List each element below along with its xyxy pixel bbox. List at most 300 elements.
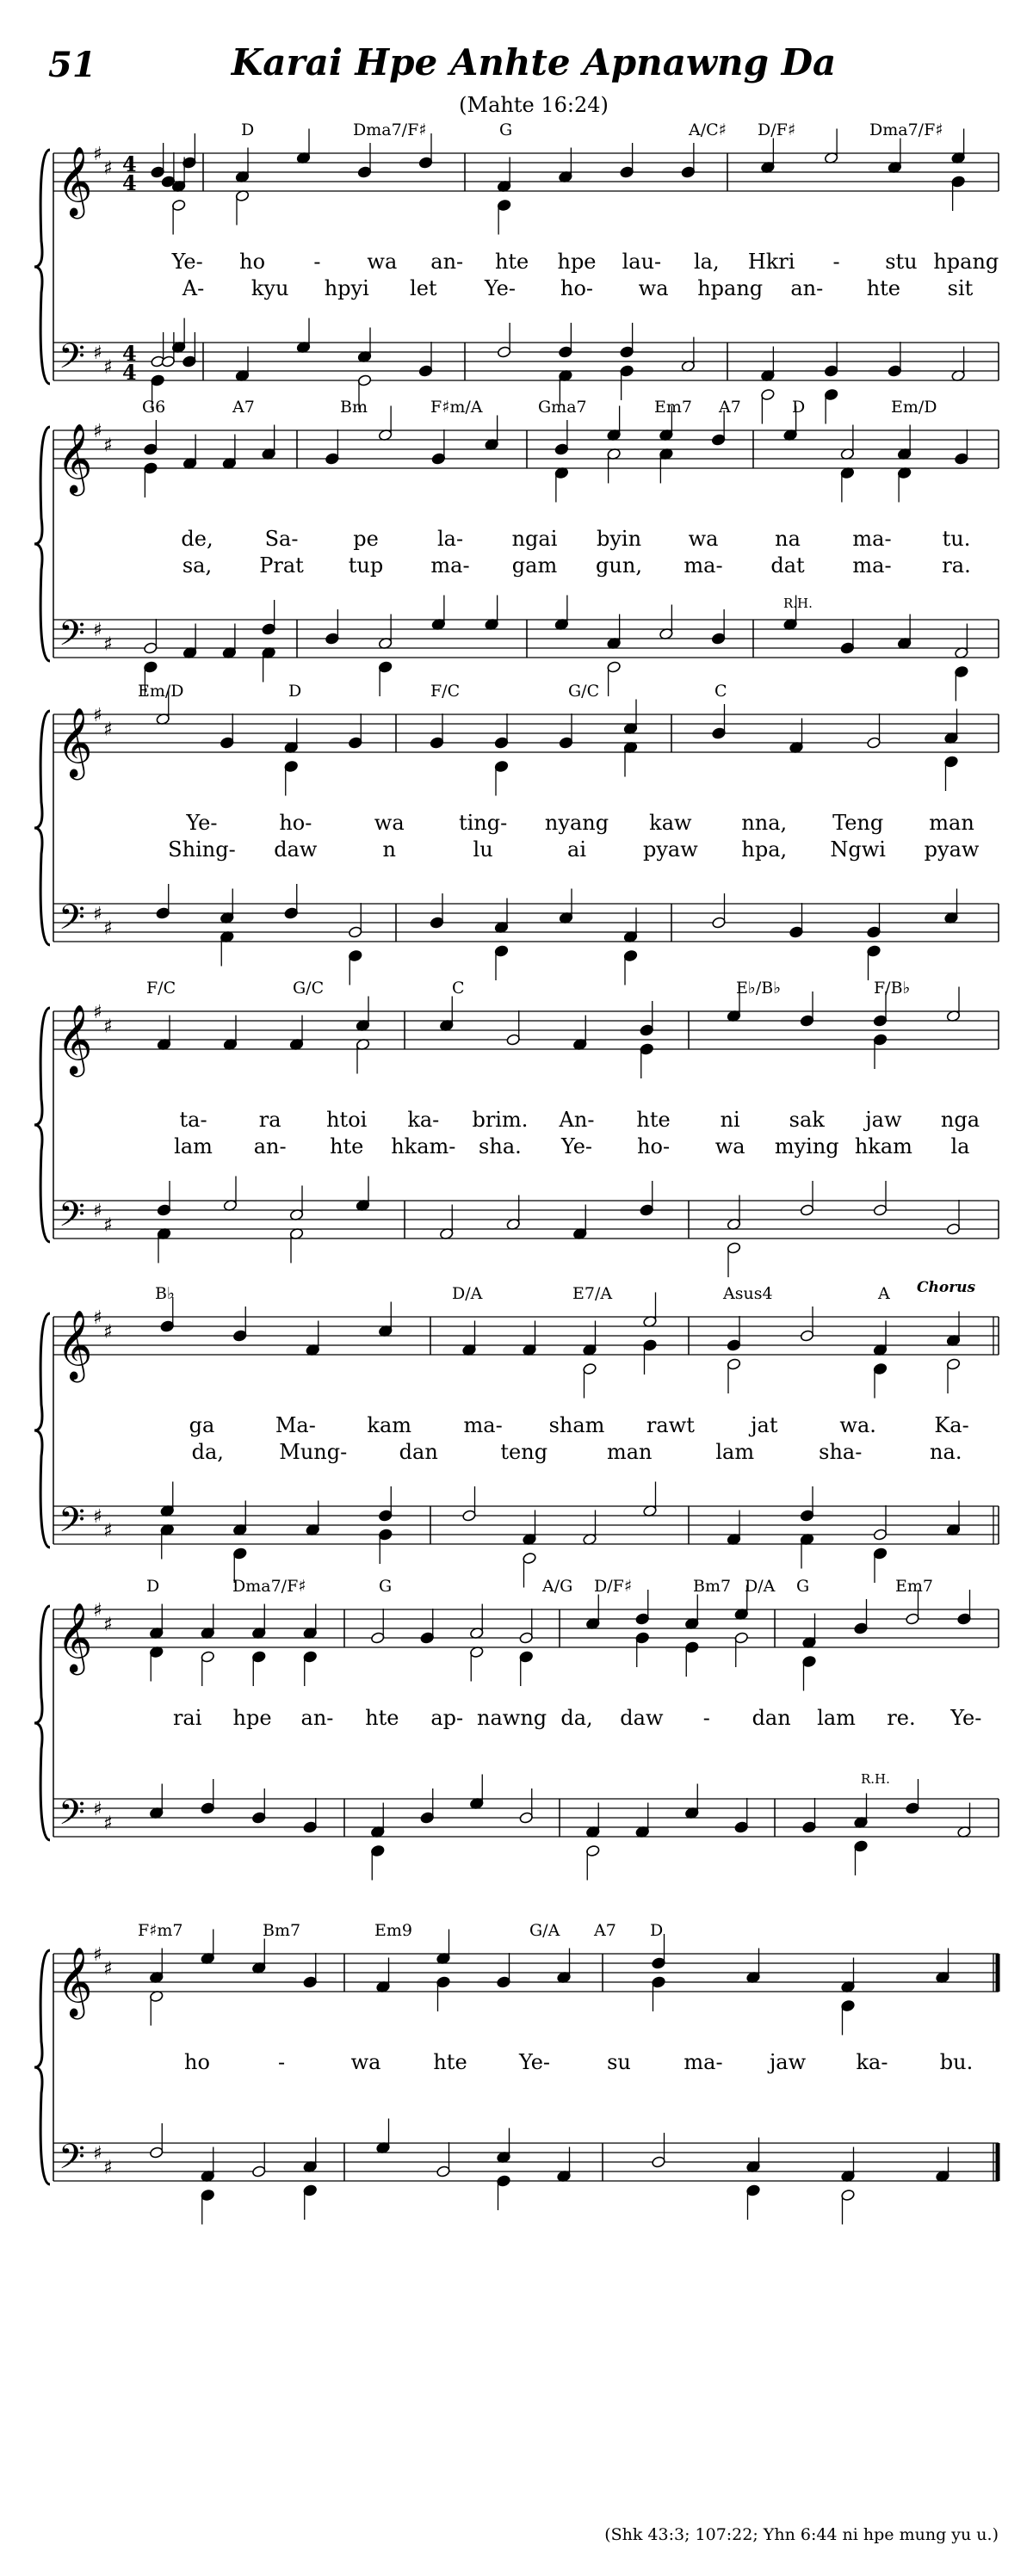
bass-clef: 𝄢	[59, 1793, 85, 1841]
chord-symbol: E7/A	[572, 1284, 613, 1303]
note-head	[494, 945, 509, 958]
treble-clef: 𝄞	[57, 423, 93, 493]
note-head	[867, 945, 881, 958]
note-head	[378, 661, 393, 674]
chord-symbol: C	[714, 682, 727, 701]
lyric-syllable: ta-	[179, 1108, 207, 1132]
chorus-label: Chorus	[917, 1279, 976, 1296]
note-head	[746, 2184, 761, 2197]
system-brace	[34, 1008, 50, 1242]
lyric-syllable: ap-	[430, 1706, 464, 1730]
note-head	[357, 374, 372, 387]
sharp-sign: ♯	[93, 343, 102, 364]
chord-symbol: G	[796, 1577, 810, 1596]
lyric-syllable: hkam-	[391, 1134, 456, 1158]
sharp-sign: ♯	[93, 904, 102, 925]
system-brace	[34, 150, 50, 384]
lyric-syllable: de,	[181, 527, 213, 551]
lyric-syllable: ra.	[942, 553, 971, 578]
bass-clef: 𝄢	[59, 2137, 85, 2185]
sharp-sign: ♯	[93, 1799, 102, 1820]
time-signature-numerator: 4	[122, 151, 137, 176]
lyric-syllable: A-	[182, 276, 205, 300]
system-brace	[34, 1313, 50, 1547]
note-head	[607, 661, 622, 674]
note-head	[523, 1552, 537, 1565]
lyric-syllable: tup	[348, 553, 384, 578]
lyric-syllable: ma-	[852, 527, 892, 551]
note-head	[652, 1976, 666, 1989]
note-head	[144, 462, 158, 475]
lyric-syllable: mying	[774, 1134, 839, 1158]
sharp-sign: ♯	[103, 1958, 113, 1980]
right-hand-marking: R.H.	[783, 596, 813, 611]
lyric-syllable: Hkri	[747, 250, 795, 274]
lyric-syllable: man	[606, 1440, 653, 1464]
note-head	[643, 1339, 658, 1352]
lyric-syllable: da,	[560, 1706, 593, 1730]
note-head	[420, 1632, 435, 1645]
lyric-syllable: hkam	[854, 1134, 912, 1158]
lyric-syllable: sit	[947, 276, 974, 300]
note-head	[494, 737, 509, 750]
chord-symbol: G	[499, 120, 513, 139]
lyric-syllable: ni	[720, 1108, 740, 1132]
lyric-syllable: hte	[433, 2050, 467, 2074]
chord-symbol: D/F♯	[594, 1577, 633, 1596]
lyric-syllable: kam	[367, 1413, 412, 1437]
lyric-syllable: jaw	[769, 2050, 807, 2074]
note-head	[157, 1204, 171, 1217]
sharp-sign: ♯	[103, 1813, 113, 1835]
lyric-syllable: la	[950, 1134, 970, 1158]
note-head	[789, 926, 804, 939]
chord-symbol: G/C	[568, 682, 600, 701]
lyric-syllable: la-	[436, 527, 464, 551]
lyric-syllable: na	[775, 527, 801, 551]
bass-clef: 𝄢	[59, 337, 85, 385]
note-head	[430, 737, 444, 750]
note-head	[635, 1613, 650, 1626]
lyric-syllable: Ma-	[275, 1413, 316, 1437]
note-head	[201, 1651, 215, 1664]
treble-clef: 𝄞	[57, 707, 93, 777]
note-head	[840, 642, 855, 655]
note-head	[955, 665, 969, 678]
note-head	[955, 453, 969, 466]
note-head	[151, 374, 165, 387]
lyric-syllable: ma-	[684, 2050, 723, 2074]
lyric-syllable: lu	[473, 837, 493, 862]
lyric-syllable: Teng	[832, 811, 884, 835]
note-head	[734, 1632, 749, 1645]
lyric-syllable: htoi	[326, 1108, 368, 1132]
note-head	[906, 1802, 920, 1815]
lyric-syllable: -	[277, 2050, 286, 2074]
lyric-syllable: nyang	[544, 811, 609, 835]
lyric-syllable: wa.	[839, 1413, 876, 1437]
note-head	[418, 365, 433, 378]
lyric-syllable: hte	[365, 1706, 399, 1730]
lyric-syllable: brim.	[472, 1108, 529, 1132]
note-head	[357, 166, 372, 179]
lyric-syllable: ka-	[856, 2050, 888, 2074]
sharp-sign: ♯	[103, 719, 113, 741]
note-head	[156, 907, 170, 920]
lyric-syllable: kyu	[251, 276, 289, 300]
lyric-syllable: wa	[374, 811, 405, 835]
treble-clef: 𝄞	[57, 1602, 93, 1672]
note-head	[251, 1651, 266, 1664]
note-head	[873, 1034, 888, 1047]
note-head	[824, 365, 838, 378]
note-head	[854, 1840, 869, 1853]
lyric-syllable: wa	[714, 1134, 745, 1158]
note-head	[946, 1358, 961, 1371]
sharp-sign: ♯	[103, 356, 113, 379]
lyric-syllable: jat	[751, 1413, 778, 1437]
note-head	[232, 1547, 247, 1560]
footer-reference: (Shk 43:3; 107:22; Yhn 6:44 ni hpe mung yu u.)	[604, 2525, 999, 2544]
chord-symbol: D	[650, 1921, 664, 1940]
note-head	[497, 346, 511, 359]
sharp-sign: ♯	[93, 1944, 102, 1966]
note-head	[734, 1821, 749, 1834]
note-head	[519, 1651, 534, 1664]
sharp-sign: ♯	[93, 144, 102, 165]
note-head	[854, 1622, 869, 1635]
lyric-syllable: an-	[790, 276, 824, 300]
lyric-syllable: hpe	[232, 1706, 272, 1730]
chord-symbol: Bm	[340, 398, 368, 417]
lyric-syllable: ma-	[852, 553, 892, 578]
sharp-sign: ♯	[103, 917, 113, 940]
scripture-reference: (Mahte 16:24)	[459, 93, 609, 117]
note-head	[867, 926, 881, 939]
lyric-syllable: ho	[239, 250, 266, 274]
note-head	[711, 633, 726, 646]
lyric-syllable: hte	[494, 250, 529, 274]
note-head	[497, 1976, 511, 1989]
note-head	[906, 1613, 920, 1626]
note-head	[519, 1812, 534, 1825]
note-head	[712, 727, 727, 740]
note-head	[220, 737, 234, 750]
chord-symbol: D/F♯	[758, 120, 796, 139]
lyric-syllable: sak	[789, 1108, 825, 1132]
lyric-syllable: hpang	[697, 276, 764, 300]
treble-clef: 𝄞	[57, 145, 93, 216]
note-head	[436, 1976, 451, 1989]
note-head	[430, 917, 444, 930]
system-brace	[34, 1606, 50, 1840]
note-head	[251, 2165, 266, 2178]
lyric-syllable: ho-	[279, 811, 312, 835]
lyric-syllable: ho-	[637, 1134, 671, 1158]
chord-symbol: Em7	[654, 398, 692, 417]
chord-symbol: Gma7	[538, 398, 587, 417]
chord-symbol: A7	[232, 398, 255, 417]
lyric-syllable: let	[410, 276, 437, 300]
lyric-syllable: an-	[430, 250, 464, 274]
note-head	[652, 2156, 666, 2169]
note-head	[873, 1362, 888, 1375]
note-head	[232, 1330, 247, 1343]
chord-symbol: E♭/B♭	[736, 979, 782, 998]
lyric-syllable: Prat	[259, 553, 304, 578]
note-head	[640, 1204, 654, 1217]
note-head	[640, 1043, 654, 1056]
lyric-syllable: byin	[596, 527, 642, 551]
note-head	[144, 661, 158, 674]
note-head	[802, 1655, 817, 1668]
note-head	[802, 1821, 817, 1834]
sharp-sign: ♯	[93, 1506, 102, 1528]
treble-clef: 𝄞	[57, 1309, 93, 1380]
lyric-syllable: gun,	[596, 553, 642, 578]
lyric-syllable: sha-	[819, 1440, 863, 1464]
sharp-sign: ♯	[93, 1201, 102, 1222]
lyric-syllable: Ye-	[560, 1134, 593, 1158]
time-signature-denominator: 4	[122, 360, 137, 385]
lyric-syllable: dan	[752, 1706, 791, 1730]
note-head	[559, 737, 573, 750]
chord-symbol: D	[146, 1577, 160, 1596]
lyric-syllable: daw	[274, 837, 318, 862]
note-head	[160, 1320, 175, 1333]
note-head	[684, 1641, 699, 1654]
lyric-syllable: teng	[500, 1440, 548, 1464]
lyric-syllable: hpa,	[741, 837, 788, 862]
note-head	[623, 949, 638, 962]
chord-symbol: Bm7	[693, 1577, 732, 1596]
chord-symbol: C	[452, 979, 465, 998]
lyric-syllable: rai	[172, 1706, 202, 1730]
note-head	[951, 176, 966, 188]
lyric-syllable: Ka-	[934, 1413, 969, 1437]
lyric-syllable: hpe	[557, 250, 597, 274]
lyric-syllable: dan	[399, 1440, 438, 1464]
lyric-syllable: stu	[885, 250, 918, 274]
hymn-number: 51	[48, 45, 96, 85]
lyric-syllable: ho	[184, 2050, 210, 2074]
note-head	[284, 760, 299, 773]
lyric-syllable: da,	[191, 1440, 224, 1464]
note-head	[761, 388, 776, 401]
note-head	[620, 346, 634, 359]
lyric-syllable: -	[832, 250, 840, 274]
note-head	[559, 346, 573, 359]
sharp-sign: ♯	[93, 421, 102, 442]
note-head	[420, 1812, 435, 1825]
note-head	[497, 2175, 511, 2188]
lyric-syllable: dat	[770, 553, 805, 578]
lyric-syllable: sa,	[182, 553, 213, 578]
note-head	[151, 166, 165, 179]
lyric-syllable: ai	[567, 837, 586, 862]
chord-symbol: Dma7/F♯	[869, 120, 943, 139]
chord-symbol: Em9	[374, 1921, 412, 1940]
note-head	[262, 623, 276, 636]
time-signature-numerator: 4	[122, 341, 137, 366]
sharp-sign: ♯	[103, 1321, 113, 1344]
lyric-syllable: hte	[636, 1108, 671, 1132]
chord-symbol: Bm7	[263, 1921, 301, 1940]
note-head	[201, 2189, 215, 2202]
note-head	[824, 388, 838, 401]
note-head	[711, 434, 726, 447]
lyric-syllable: lam	[817, 1706, 856, 1730]
lyric-syllable: daw	[620, 1706, 664, 1730]
lyric-syllable: Sa-	[264, 527, 299, 551]
note-head	[506, 1034, 521, 1047]
lyric-syllable: la,	[693, 250, 720, 274]
note-head	[873, 1204, 888, 1217]
lyric-syllable: lam	[174, 1134, 213, 1158]
lyric-syllable: Ye-	[484, 276, 516, 300]
note-head	[873, 1529, 888, 1541]
system-brace	[34, 427, 50, 661]
sharp-sign: ♯	[93, 1307, 102, 1329]
hymn-title: Karai Hpe Anhte Apnawng Da	[231, 41, 837, 83]
lyric-syllable: an-	[253, 1134, 287, 1158]
note-head	[284, 907, 299, 920]
note-head	[944, 756, 959, 769]
chord-symbol: G/A	[529, 1921, 560, 1940]
sharp-sign: ♯	[103, 158, 113, 180]
sharp-sign: ♯	[103, 1520, 113, 1542]
lyric-syllable: sham	[548, 1413, 605, 1437]
lyric-syllable: ra	[258, 1108, 281, 1132]
note-head	[418, 157, 433, 170]
note-head	[497, 199, 511, 212]
sharp-sign: ♯	[103, 1614, 113, 1636]
sharp-sign: ♯	[93, 1002, 102, 1023]
lyric-syllable: pyaw	[642, 837, 698, 862]
treble-clef: 𝄞	[57, 1004, 93, 1074]
chord-symbol: Dma7/F♯	[353, 120, 427, 139]
sharp-sign: ♯	[93, 2143, 102, 2165]
lyric-syllable: wa	[350, 2050, 381, 2074]
bass-clef: 𝄢	[59, 1195, 85, 1243]
note-head	[800, 1015, 814, 1028]
chord-symbol: D	[288, 682, 302, 701]
lyric-syllable: ma-	[430, 553, 470, 578]
note-head	[888, 365, 902, 378]
note-head	[635, 1632, 650, 1645]
chord-symbol: G	[379, 1577, 393, 1596]
note-head	[251, 1812, 266, 1825]
lyric-syllable: Mung-	[279, 1440, 348, 1464]
note-head	[620, 166, 634, 179]
chord-symbol: A7	[719, 398, 741, 417]
chord-symbol: G/C	[293, 979, 325, 998]
chord-symbol: D	[241, 120, 255, 139]
lyric-syllable: wa	[367, 250, 398, 274]
note-head	[378, 1510, 393, 1523]
note-head	[182, 355, 197, 368]
chord-symbol: Em7	[895, 1577, 933, 1596]
sharp-sign: ♯	[93, 1600, 102, 1622]
system-brace	[34, 711, 50, 945]
note-head	[640, 1024, 654, 1037]
note-head	[462, 1510, 477, 1523]
lyric-syllable: nga	[940, 1108, 980, 1132]
note-head	[620, 365, 634, 378]
note-head	[712, 917, 727, 930]
note-head	[370, 1632, 385, 1645]
lyric-syllable: an-	[300, 1706, 334, 1730]
lyric-syllable: hte	[866, 276, 901, 300]
chord-symbol: A	[878, 1284, 890, 1303]
lyric-syllable: hpang	[933, 250, 999, 274]
lyric-syllable: ting-	[458, 811, 508, 835]
note-head	[201, 1802, 215, 1815]
note-head	[652, 1957, 666, 1970]
chord-symbol: F♯m7	[138, 1921, 183, 1940]
note-head	[325, 453, 340, 466]
note-head	[303, 1976, 318, 1989]
lyric-syllable: jaw	[865, 1108, 902, 1132]
lyric-syllable: pe	[353, 527, 379, 551]
note-head	[494, 760, 509, 773]
note-head	[867, 737, 881, 750]
chord-symbol: F/C	[146, 979, 176, 998]
chord-symbol: D	[792, 398, 806, 417]
note-head	[149, 2147, 164, 2159]
chord-symbol: Dma7/F♯	[232, 1577, 306, 1596]
system-brace	[34, 1950, 50, 2184]
lyric-syllable: Ye-	[950, 1706, 982, 1730]
lyric-syllable: kaw	[649, 811, 692, 835]
chord-symbol: Asus4	[723, 1284, 773, 1303]
chord-symbol: F/B♭	[874, 979, 911, 998]
lyric-syllable: su	[607, 2050, 631, 2074]
lyric-syllable: tu.	[942, 527, 971, 551]
lyric-syllable: wa	[688, 527, 719, 551]
chord-symbol: A/C♯	[689, 120, 727, 139]
lyric-syllable: Ngwi	[830, 837, 886, 862]
note-head	[303, 2184, 318, 2197]
lyric-syllable: bu.	[939, 2050, 974, 2074]
lyric-syllable: ma-	[463, 1413, 503, 1437]
lyric-syllable: ka-	[407, 1108, 440, 1132]
lyric-syllable: pyaw	[924, 837, 980, 862]
note-head	[325, 633, 340, 646]
time-signature-denominator: 4	[122, 170, 137, 195]
lyric-syllable: wa	[638, 276, 669, 300]
lyric-syllable: nna,	[741, 811, 788, 835]
note-head	[800, 1330, 814, 1343]
sharp-sign: ♯	[93, 620, 102, 641]
sharp-sign: ♯	[103, 1214, 113, 1237]
lyric-syllable: -	[702, 1706, 710, 1730]
note-head	[873, 1547, 888, 1560]
chord-symbol: F/C	[430, 682, 461, 701]
lyric-syllable: ho-	[560, 276, 594, 300]
note-head	[171, 199, 186, 212]
chord-symbol: B♭	[155, 1284, 175, 1303]
sharp-sign: ♯	[93, 705, 102, 726]
lyric-syllable: rawt	[646, 1413, 695, 1437]
sharp-sign: ♯	[103, 2157, 113, 2179]
lyric-syllable: An-	[559, 1108, 595, 1132]
note-head	[348, 737, 362, 750]
lyric-syllable: -	[313, 250, 321, 274]
chord-symbol: G6	[142, 398, 166, 417]
sharp-sign: ♯	[103, 1016, 113, 1038]
chord-symbol: A7	[594, 1921, 616, 1940]
